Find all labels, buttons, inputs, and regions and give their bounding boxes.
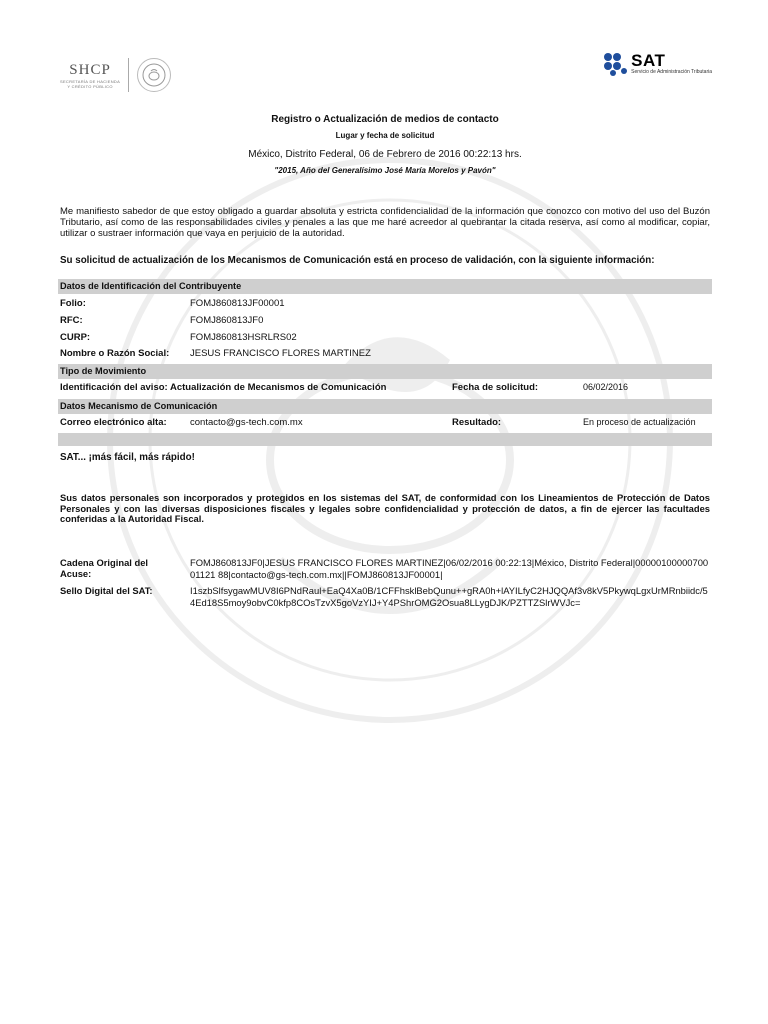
folio-label: Folio:: [60, 298, 86, 309]
sat-logo: [603, 52, 712, 76]
shcp-name: SHCP: [69, 61, 111, 78]
page-header: [60, 52, 712, 102]
section-empty-bar: [58, 433, 712, 446]
shcp-subtitle-2: Y CRÉDITO PÚBLICO: [67, 83, 113, 89]
original-chain-label: Cadena Original del Acuse:: [60, 557, 149, 579]
curp-label: CURP:: [60, 332, 91, 343]
national-seal-icon: [137, 58, 171, 92]
name-label: Nombre o Razón Social:: [60, 348, 170, 359]
rfc-value: FOMJ860813JF0: [190, 315, 264, 326]
row-email: [60, 416, 712, 431]
sat-slogan: SAT... ¡más fácil, más rápido!: [60, 452, 195, 463]
section-movement-type: Tipo de Movimiento: [58, 364, 712, 379]
curp-value: FOMJ860813HSRLRS02: [190, 332, 297, 343]
sat-name: SAT: [631, 51, 666, 70]
email-value: contacto@gs-tech.com.mx: [190, 417, 303, 428]
place-date-heading: Lugar y fecha de solicitud: [335, 131, 435, 140]
year-motto: "2015, Año del Generalísimo José María Morelos y Pavón": [274, 166, 496, 175]
digital-seal-label: Sello Digital del SAT:: [60, 585, 153, 596]
document-title: Registro o Actualización de medios de contacto: [271, 114, 499, 125]
place-date-value: México, Distrito Federal, 06 de Febrero de 2016 00:22:13 hrs.: [248, 149, 522, 160]
sat-subtitle: Servicio de Administración Tributaria: [631, 69, 712, 75]
folio-value: FOMJ860813JF00001: [190, 298, 285, 309]
declaration-text: Me manifiesto sabedor de que estoy obligado a guardar absoluta y estricta confidencialidad de la información que conozco con motivo del uso del Buzón Tributario, así como de las responsabilidades civiles y penales a las que me haré acreedor al quebrantar la citada reserva, así como al modificar, copiar, utilizar o sustraer información que vaya en perjuicio de la autoridad.: [60, 206, 710, 239]
notice-label: Identificación del aviso: Actualización de Mecanismos de Comunicación: [60, 382, 387, 393]
status-notice: Su solicitud de actualización de los Mecanismos de Comunicación está en proceso de validación, con la siguiente información:: [60, 255, 655, 266]
privacy-notice: Sus datos personales son incorporados y protegidos en los sistemas del SAT, de conformidad con los Lineamientos de Protección de Datos Personales y con las diversas disposiciones fiscales y legales sobre confidencialidad y protección de datos, a fin de ejercer las facultades conferidas a la Autoridad Fiscal.: [60, 492, 710, 524]
row-rfc: [60, 314, 712, 329]
row-curp: [60, 331, 712, 346]
request-date-label: Fecha de solicitud:: [452, 382, 539, 393]
shcp-logo: [60, 58, 171, 92]
rfc-label: RFC:: [60, 315, 83, 326]
section-communication-mechanism: Datos Mecanismo de Comunicación: [58, 399, 712, 414]
name-value: JESUS FRANCISCO FLORES MARTINEZ: [190, 348, 371, 359]
logo-divider: [128, 58, 129, 92]
section-taxpayer-data: Datos de Identificación del Contribuyente: [58, 279, 712, 294]
digital-seal-value: I1szbSlfsygawMUV8I6PNdRaul+EaQ4Xa0B/1CFFhsklBebQunu++gRA0h+lAYILfyC2HJQQAf3v8kV5PkywqLgxUrMRnbiidc/54Ed18S5moy9obvC0kfp8COsTzvX5goVzYIJ+Y4PShrOMG2Osua8LLygDJK/PZTTZSlrWVJc=: [190, 585, 708, 608]
row-folio: [60, 297, 712, 312]
result-value: En proceso de actualización: [583, 417, 696, 427]
row-notice: [60, 381, 712, 396]
shcp-subtitle-1: SECRETARÍA DE HACIENDA: [60, 78, 121, 84]
sat-dots-icon: [603, 52, 627, 76]
row-name: [60, 347, 712, 362]
request-date-value: 06/02/2016: [583, 382, 629, 392]
result-label: Resultado:: [452, 417, 502, 428]
email-label: Correo electrónico alta:: [60, 417, 167, 428]
original-chain-value: FOMJ860813JF0|JESUS FRANCISCO FLORES MARTINEZ|06/02/2016 00:22:13|México, Distrito Federal|0000010000070001121 88|contacto@gs-tech.com.mx||FOMJ860813JF00001|: [190, 557, 709, 580]
